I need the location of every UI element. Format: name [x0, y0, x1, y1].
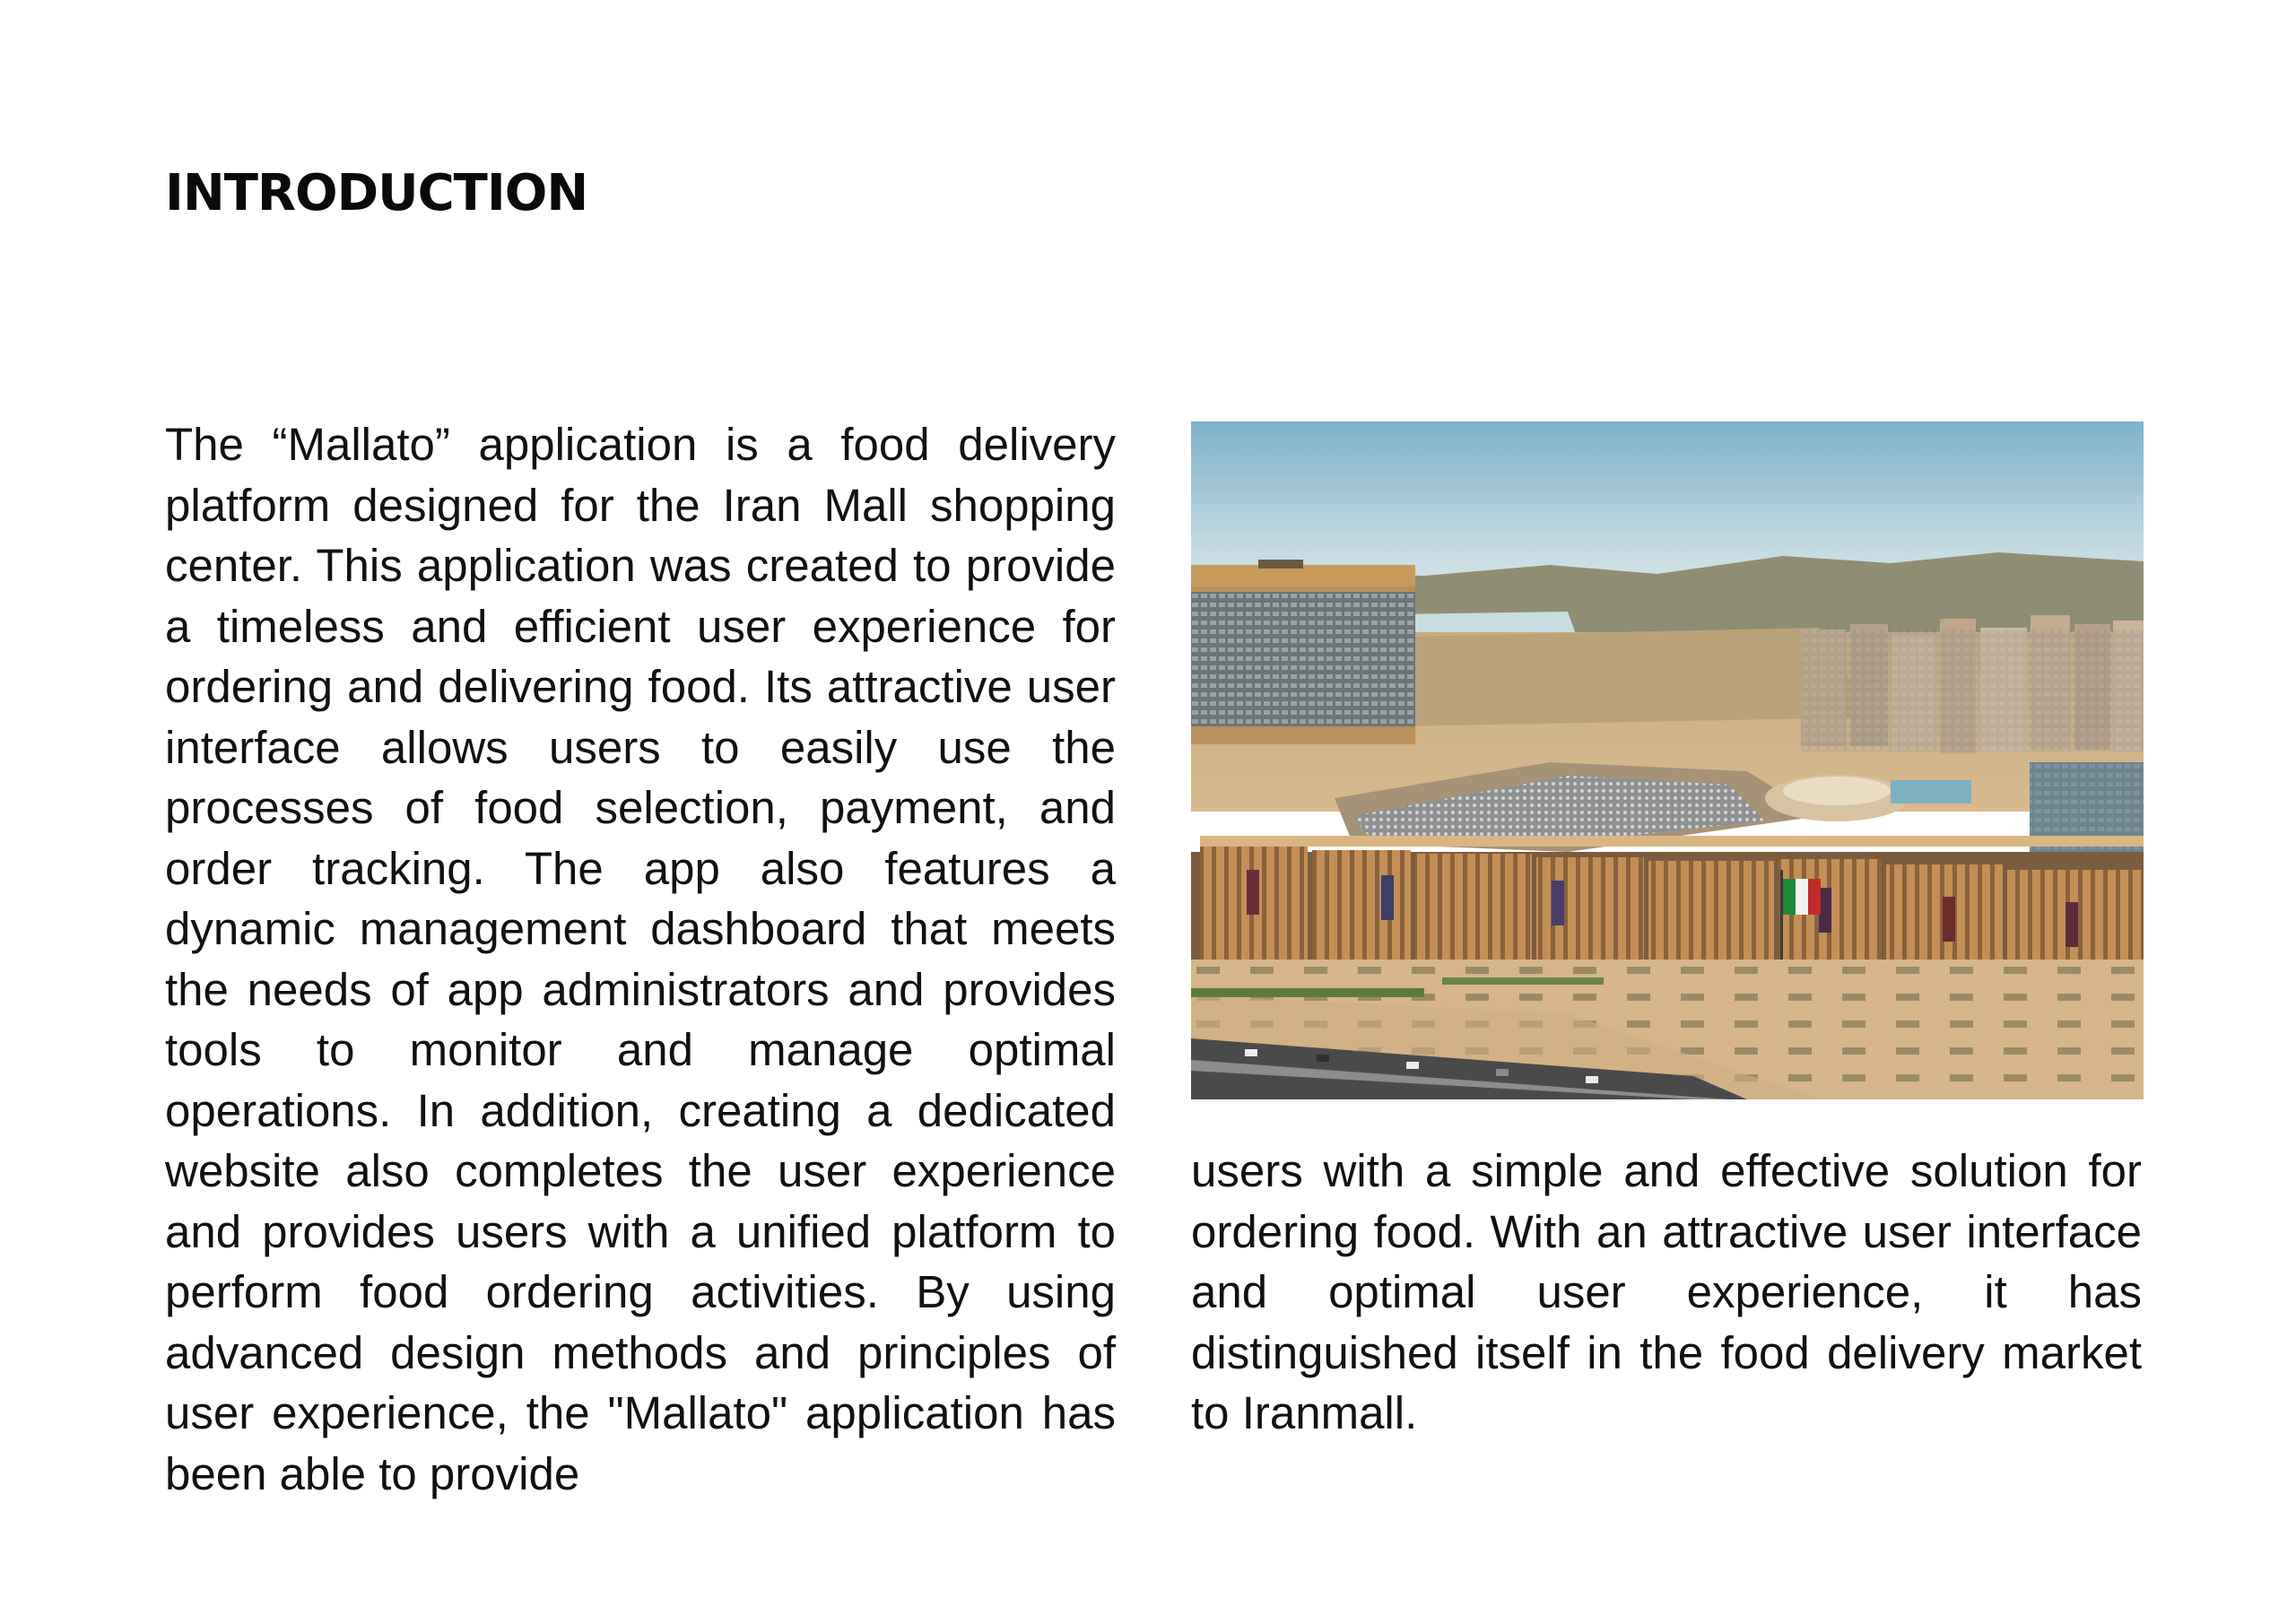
iran-mall-aerial-photo — [1191, 421, 2144, 1099]
intro-paragraph-left: The “Mallato” application is a food delivery platform designed for the Iran Mall shopping center. This application was created to provide a timeless and efficient user experience for ordering and delivering food. Its attractive user interface allows users to easily use the processes of food selection, payment, and order tracking. The app also features a dynamic management dashboard that meets the needs of app administrators and provides tools to monitor and manage optimal operations. In addition, creating a dedicated website also completes the user experience and provides users with a unified platform to perform food ordering activities. By using advanced design methods and principles of user experience, the "Mallato" application has been able to provide — [165, 419, 1116, 1499]
page-title: INTRODUCTION — [165, 164, 588, 222]
intro-paragraph-right: users with a simple and effective solution for ordering food. With an attractive user interface and optimal user experience, it has distinguished itself in the food delivery market to Iranmall. — [1191, 1145, 2142, 1438]
